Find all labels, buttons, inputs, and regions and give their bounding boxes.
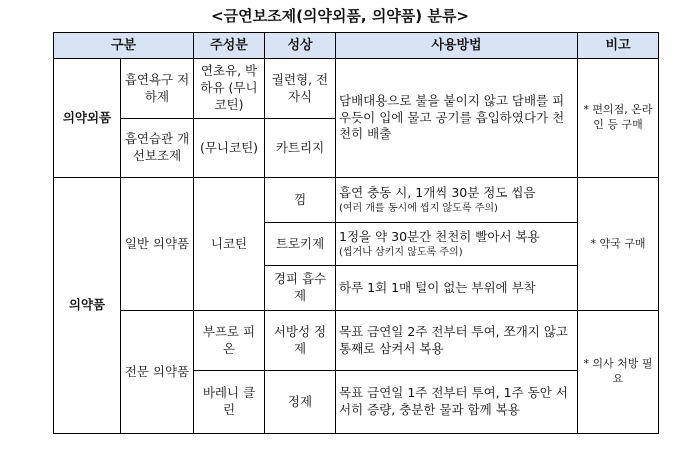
type-cell: 흡연습관 개선보조제 — [121, 119, 194, 178]
form-cell: 정제 — [265, 371, 336, 434]
form-cell: 카트리지 — [265, 119, 336, 178]
form-cell: 트로키제 — [265, 223, 336, 266]
table-row — [54, 59, 659, 119]
table-header-row — [54, 33, 659, 59]
header-form: 성상 — [265, 33, 336, 59]
usage-cell — [336, 223, 578, 266]
header-note: 비고 — [578, 33, 659, 59]
usage-cell: 목표 금연일 1주 전부터 투여, 1주 동안 서서히 증량, 충분한 물과 함께 복용 — [336, 371, 578, 434]
type-cell: 일반 의약품 — [121, 178, 194, 311]
table-row — [54, 178, 659, 223]
category-drug: 의약품 — [54, 178, 121, 434]
usage-text: 흡연 충동 시, 1개씩 30분 정도 씹음 — [339, 184, 536, 200]
ingredient-cell: (무니코틴) — [194, 119, 265, 178]
note-cell: * 편의점, 온라인 등 구매 — [578, 59, 659, 178]
usage-text: 1정을 약 30분간 천천히 빨아서 복용 — [339, 228, 540, 244]
ingredient-cell: 바레니 클린 — [194, 371, 265, 434]
ingredient-cell: 부프로 피온 — [194, 311, 265, 371]
page-title: <금연보조제(의약외품, 의약품) 분류> — [211, 7, 469, 25]
header-ingredient: 주성분 — [194, 33, 265, 59]
table-row — [54, 311, 659, 371]
note-cell: * 의사 처방 필요 — [578, 311, 659, 434]
category-quasi-drug: 의약외품 — [54, 59, 121, 178]
caution-text: (씹거나 삼키지 않도록 주의) — [339, 246, 463, 258]
header-category: 구분 — [54, 33, 194, 59]
form-cell: 경피 흡수제 — [265, 266, 336, 311]
note-cell: * 약국 구매 — [578, 178, 659, 311]
usage-cell: 목표 금연일 2주 전부터 투여, 쪼개지 않고 통째로 삼켜서 복용 — [336, 311, 578, 371]
usage-cell — [336, 178, 578, 223]
usage-cell: 하루 1회 1매 털이 없는 부위에 부착 — [336, 266, 578, 311]
ingredient-cell: 연초유, 박하유 (무니코틴) — [194, 59, 265, 119]
classification-table — [53, 32, 659, 434]
caution-text: (여러 개를 동시에 씹지 않도록 주의) — [339, 202, 498, 214]
form-cell: 서방성 정제 — [265, 311, 336, 371]
form-cell: 껌 — [265, 178, 336, 223]
type-cell: 전문 의약품 — [121, 311, 194, 434]
form-cell: 궐련형, 전자식 — [265, 59, 336, 119]
usage-cell: 담배대용으로 불을 붙이지 않고 담배를 피우듯이 입에 물고 공기를 흡입하였다가 천천히 배출 — [336, 59, 578, 178]
type-cell: 흡연욕구 저하제 — [121, 59, 194, 119]
ingredient-cell: 니코틴 — [194, 178, 265, 311]
header-usage: 사용방법 — [336, 33, 578, 59]
